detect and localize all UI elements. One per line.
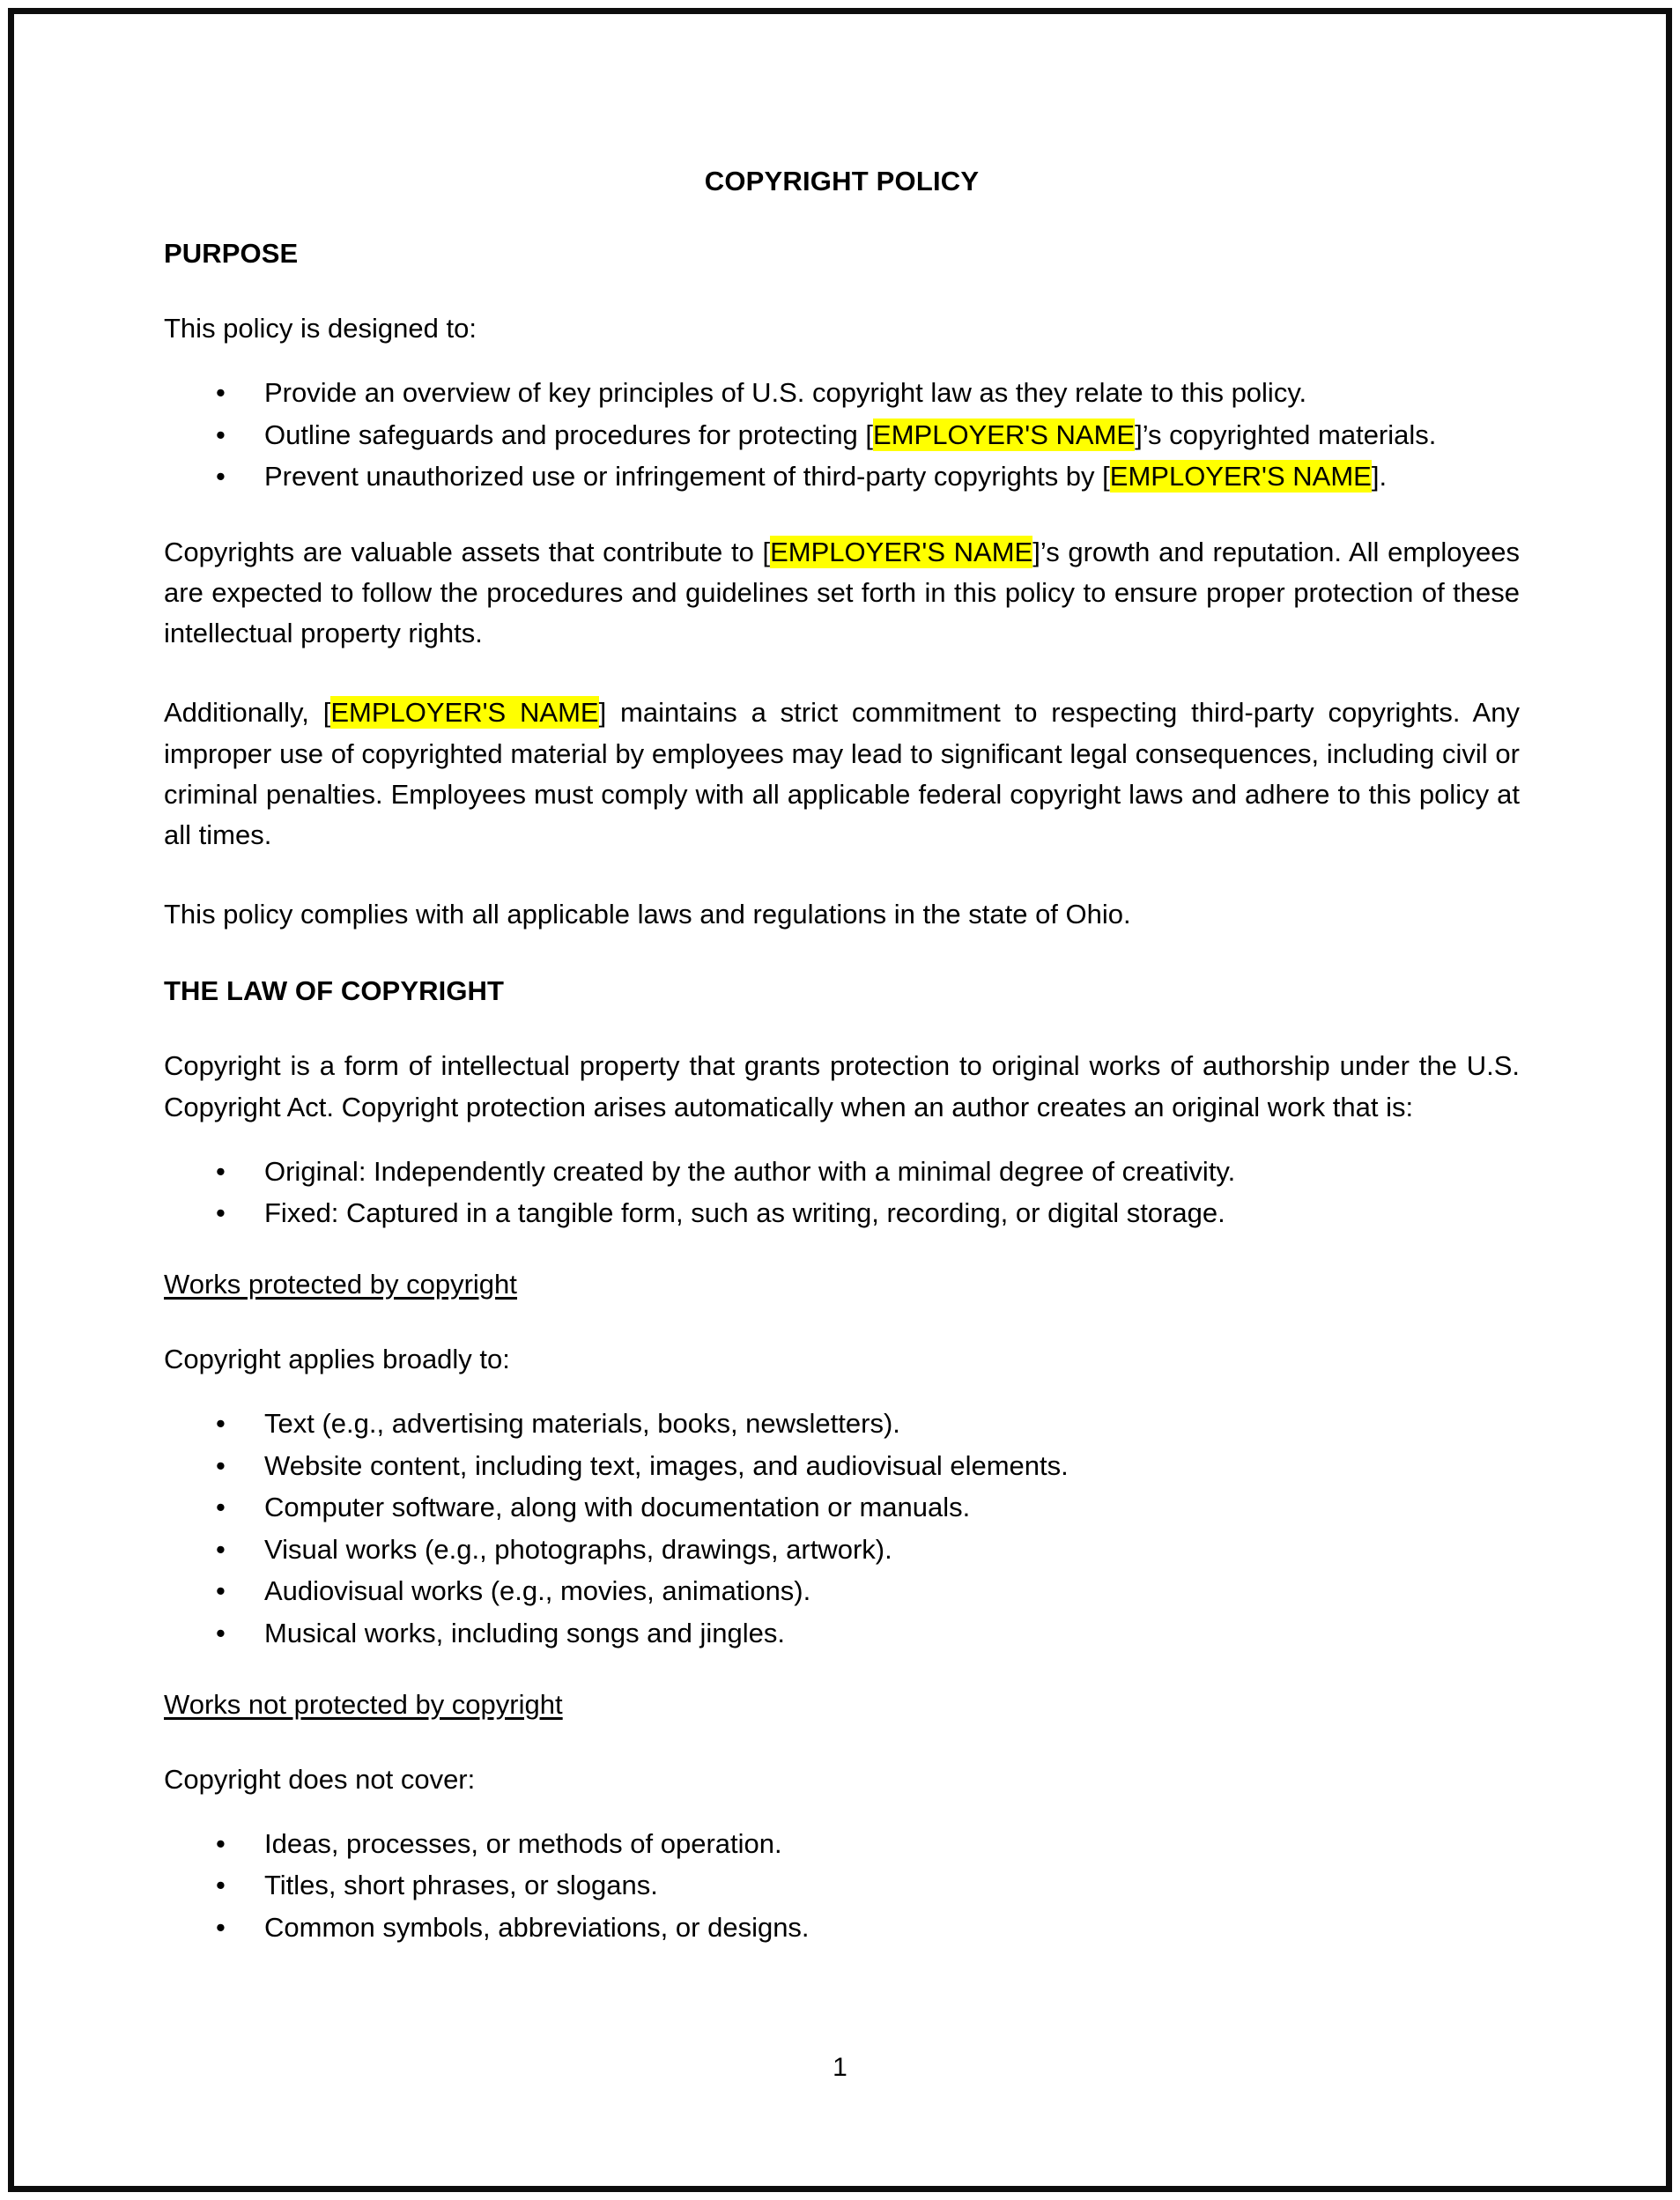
list-item-text: Text (e.g., advertising materials, books, newsletters).	[264, 1408, 900, 1440]
bullet-icon: •	[216, 419, 226, 450]
not-protected-works-list	[164, 1800, 1520, 1944]
list-item-text: Titles, short phrases, or slogans.	[264, 1870, 658, 1901]
not-protected-intro: Copyright does not cover:	[164, 1763, 476, 1795]
list-item	[164, 1450, 1520, 1483]
list-item	[164, 1534, 1520, 1567]
list-item-text: Original: Independently created by the author with a minimal degree of creativity.	[264, 1155, 1236, 1187]
protected-intro: Copyright applies broadly to:	[164, 1343, 510, 1374]
list-item-text-before: Prevent unauthorized use or infringement of third-party copyrights by [	[264, 461, 1110, 493]
bullet-icon: •	[216, 377, 226, 409]
bullet-icon: •	[216, 1197, 226, 1229]
bullet-icon: •	[216, 1575, 226, 1607]
list-item	[164, 1870, 1520, 1902]
paragraph-text-before: Additionally, [	[164, 697, 331, 729]
employer-name-placeholder: EMPLOYER'S NAME	[330, 697, 599, 729]
list-item-text: Visual works (e.g., photographs, drawings, artwork).	[264, 1533, 892, 1565]
bullet-icon: •	[216, 1827, 226, 1859]
paragraph-text-before: Copyrights are valuable assets that contribute to [	[164, 536, 771, 567]
list-item-text: Common symbols, abbreviations, or designs.	[264, 1911, 810, 1943]
page-title: COPYRIGHT POLICY	[704, 166, 980, 196]
list-item	[164, 1828, 1520, 1861]
purpose-intro: This policy is designed to:	[164, 313, 477, 344]
section-heading-law-of-copyright: THE LAW OF COPYRIGHT	[164, 975, 505, 1007]
paragraph-third-party-respect	[164, 654, 1520, 856]
bullet-icon: •	[216, 1533, 226, 1565]
employer-name-placeholder: EMPLOYER'S NAME	[873, 419, 1136, 450]
list-item	[164, 1492, 1520, 1524]
employer-name-placeholder: EMPLOYER'S NAME	[1109, 461, 1372, 493]
bullet-icon: •	[216, 1618, 226, 1649]
list-item-text: Computer software, along with documentation or manuals.	[264, 1492, 971, 1523]
list-item-text: Musical works, including songs and jingles.	[264, 1618, 786, 1649]
list-item	[164, 1408, 1520, 1441]
subheading-text: Works not protected by copyright	[164, 1688, 563, 1720]
list-item-text-after: ]’s copyrighted materials.	[1135, 419, 1437, 450]
subheading-text: Works protected by copyright	[164, 1268, 517, 1300]
purpose-bullet-list	[164, 349, 1520, 493]
subheading-works-not-protected	[164, 1650, 1520, 1721]
paragraph-state-law: This policy complies with all applicable laws and regulations in the state of Ohio.	[164, 899, 1131, 930]
page-number: 1	[833, 2053, 847, 2082]
bullet-icon: •	[216, 1870, 226, 1901]
list-item	[164, 377, 1520, 410]
bullet-icon: •	[216, 461, 226, 493]
paragraph-text-after: ]’s growth and reputation. All employees are expected to follow the procedures and guidelines set forth in this policy to ensure proper protection of these intellectual property rights.	[164, 536, 1521, 649]
list-item-text-after: ].	[1371, 461, 1388, 493]
bullet-icon: •	[216, 1408, 226, 1440]
list-item-text-before: Provide an overview of key principles of U.S. copyright law as they relate to this policy.	[264, 377, 1307, 409]
paragraph-copyright-assets	[164, 493, 1520, 655]
list-item-text: Audiovisual works (e.g., movies, animations).	[264, 1575, 811, 1607]
bullet-icon: •	[216, 1449, 226, 1481]
paragraph-text-after: ] maintains a strict commitment to respecting third-party copyrights. Any improper use of copyrighted material by employees may lead to significant legal consequences, including civil or criminal penalties. Employees must comply with all applicable federal copyright laws and adhere to this policy at all times.	[164, 697, 1520, 851]
list-item	[164, 1197, 1520, 1230]
list-item-text: Fixed: Captured in a tangible form, such as writing, recording, or digital storage.	[264, 1197, 1225, 1229]
list-item	[164, 1575, 1520, 1608]
list-item	[164, 1618, 1520, 1650]
section-heading-purpose: PURPOSE	[164, 238, 299, 269]
law-intro-paragraph: Copyright is a form of intellectual property that grants protection to original works of authorship under the U.S. Copyright Act. Copyright protection arises automatically when an author creates an original work that is:	[164, 1050, 1520, 1122]
bullet-icon: •	[216, 1155, 226, 1187]
list-item	[164, 1912, 1520, 1944]
bullet-icon: •	[216, 1911, 226, 1943]
list-item	[164, 419, 1520, 452]
subheading-works-protected	[164, 1230, 1520, 1300]
list-item-text-before: Outline safeguards and procedures for protecting [	[264, 419, 874, 450]
list-item-text: Ideas, processes, or methods of operation.	[264, 1827, 782, 1859]
bullet-icon: •	[216, 1492, 226, 1523]
copyright-criteria-list	[164, 1128, 1520, 1230]
list-item-text: Website content, including text, images, and audiovisual elements.	[264, 1449, 1069, 1481]
list-item	[164, 461, 1520, 493]
document-content	[164, 0, 1520, 1944]
list-item	[164, 1156, 1520, 1189]
employer-name-placeholder: EMPLOYER'S NAME	[770, 536, 1033, 567]
protected-works-list	[164, 1380, 1520, 1649]
